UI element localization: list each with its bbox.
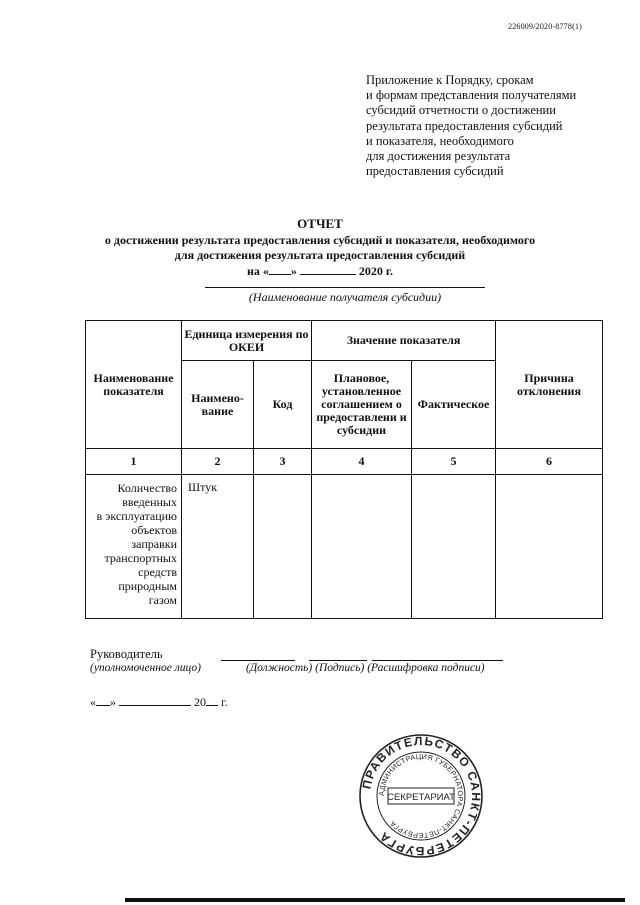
position-blank-line	[221, 660, 295, 661]
header-indicator-name: Наименование показателя	[86, 321, 182, 449]
appendix-line: Приложение к Порядку, срокам	[366, 73, 534, 87]
official-stamp	[358, 733, 484, 864]
table-row	[86, 475, 603, 619]
appendix-line: субсидий отчетности о достижении	[366, 103, 556, 118]
date-suffix: 2020 г.	[358, 264, 394, 278]
indicator-line: объектов	[131, 523, 177, 537]
stamp-inner-text: АДМИНИСТРАЦИЯ ГУБЕРНАТОРА САНКТ-ПЕТЕРБУРГА	[376, 751, 466, 841]
appendix-line: результата предоставления субсидий	[366, 118, 563, 133]
reason-cell	[496, 475, 603, 619]
column-number: 6	[496, 449, 603, 475]
signature-blank-line	[309, 660, 367, 661]
date-prefix: «	[90, 695, 96, 709]
unit-name-cell: Штук	[182, 475, 254, 619]
date-mid: »	[110, 695, 116, 709]
report-subtitle: о достижении результата предоставления субсидий и показателя, необходимого	[104, 233, 536, 247]
appendix-line: предоставления субсидий	[366, 164, 504, 179]
planned-value-cell	[312, 475, 412, 619]
column-number: 2	[182, 449, 254, 475]
report-subtitle: для достижения результата предоставления субсидий	[174, 248, 466, 262]
name-decoding-blank-line	[372, 660, 503, 661]
indicator-line: газом	[148, 593, 177, 607]
header-unit-name: Наимено-вание	[182, 361, 254, 449]
indicator-line: Количество	[117, 481, 177, 495]
bottom-scan-edge	[125, 898, 625, 902]
report-title: ОТЧЕТ	[297, 216, 343, 231]
month-blank	[300, 263, 356, 275]
document-id: 226009/2020-8778(1)	[508, 22, 583, 31]
report-date	[0, 263, 640, 279]
appendix-note	[366, 73, 616, 179]
recipient-blank-line	[205, 287, 485, 288]
indicator-line: в эксплуатацию	[96, 509, 177, 523]
column-number-row	[86, 449, 603, 475]
header-value-group: Значение показателя	[312, 321, 496, 361]
actual-value-cell	[412, 475, 496, 619]
signatory-sublabel: (уполномоченное лицо)	[90, 662, 201, 674]
appendix-line: и формам представления получателями	[366, 88, 577, 103]
column-number: 5	[412, 449, 496, 475]
year-prefix: 20	[194, 695, 206, 709]
header-reason: Причина отклонения	[496, 321, 603, 449]
table-header-row	[86, 321, 603, 361]
indicator-line: природным	[118, 579, 177, 593]
stamp-center-text: СЕКРЕТАРИАТ	[387, 792, 455, 803]
year-suffix: г.	[221, 695, 228, 709]
indicator-line: введенных	[122, 495, 177, 509]
stamp-seal	[358, 733, 484, 859]
appendix-line: и показателя, необходимого	[366, 133, 514, 148]
header-unit-code: Код	[254, 361, 312, 449]
column-number: 4	[312, 449, 412, 475]
day-blank	[96, 694, 110, 706]
recipient-caption: (Наименование получателя субсидии)	[248, 290, 442, 304]
header-planned-value: Плановое, установленное соглашением о предоставлени и субсидии	[312, 361, 412, 449]
year-blank	[206, 694, 218, 706]
indicator-name-cell	[86, 475, 182, 619]
indicator-line: транспортных	[104, 551, 177, 565]
report-table	[85, 320, 603, 619]
date-mid: »	[290, 264, 297, 278]
header-actual-value: Фактическое	[412, 361, 496, 449]
stamp-outer-text: ПРАВИТЕЛЬСТВО САНКТ-ПЕТЕРБУРГА	[359, 733, 484, 859]
month-blank	[119, 694, 191, 706]
signature-captions: (Должность) (Подпись) (Расшифровка подписи)	[246, 662, 485, 674]
indicator-line: средств	[138, 565, 177, 579]
date-prefix: на «	[246, 264, 269, 278]
column-number: 3	[254, 449, 312, 475]
header-unit-group: Единица измерения по ОКЕИ	[182, 321, 312, 361]
indicator-line: заправки	[131, 537, 177, 551]
unit-code-cell	[254, 475, 312, 619]
column-number: 1	[86, 449, 182, 475]
day-blank	[269, 263, 291, 275]
signatory-label: Руководитель	[90, 647, 163, 661]
signing-date	[90, 694, 228, 710]
appendix-line: для достижения результата	[366, 149, 511, 164]
